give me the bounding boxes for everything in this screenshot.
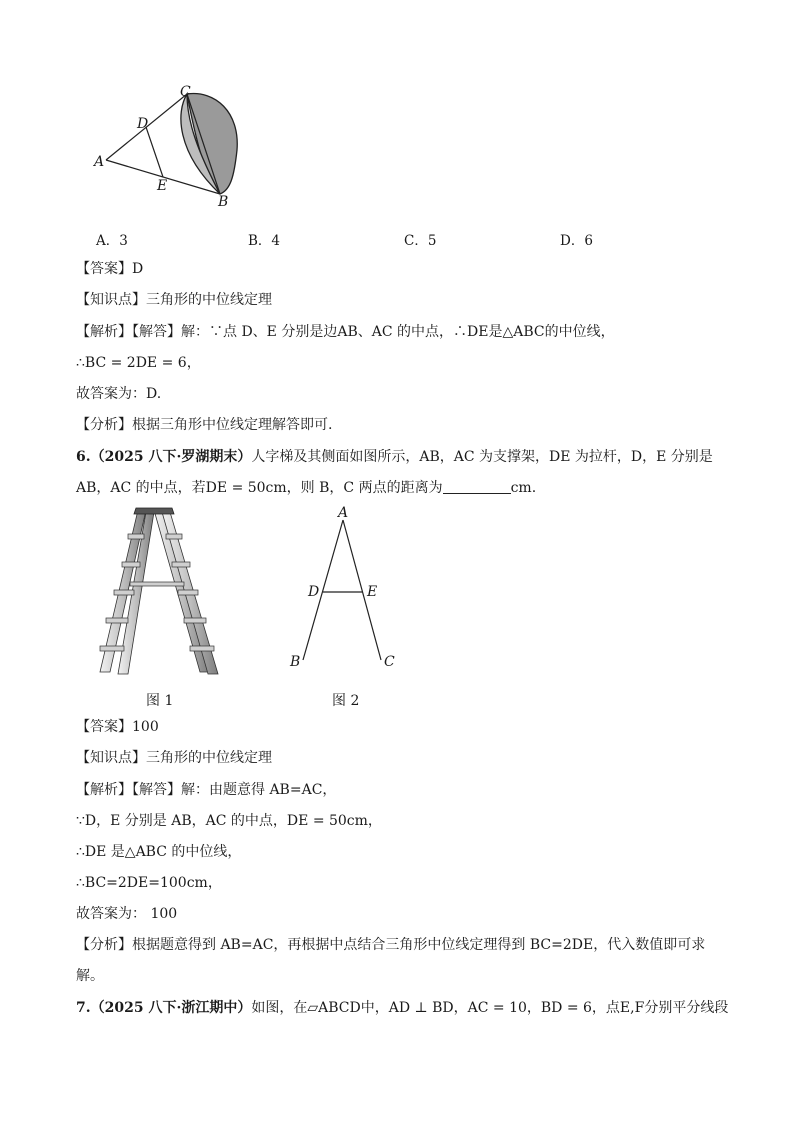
q6-label-c: C xyxy=(384,654,395,670)
knowledge-text: 三角形的中位线定理 xyxy=(146,292,272,308)
option-value: 5 xyxy=(427,233,437,249)
answer-tag: 【答案】 xyxy=(76,261,132,277)
answer-blank[interactable] xyxy=(443,479,511,494)
q6-label-b: B xyxy=(290,654,301,670)
answer-text: 100 xyxy=(132,719,159,735)
knowledge-text: 三角形的中位线定理 xyxy=(146,750,272,766)
q6-ladder-figure xyxy=(92,504,222,680)
comment-tag: 【分析】 xyxy=(76,417,132,433)
option-value: 6 xyxy=(584,233,593,249)
option-value: 3 xyxy=(119,233,128,249)
comment-text: 根据题意得到 AB=AC，再根据中点结合三角形中位线定理得到 BC=2DE，代入数值即可求 xyxy=(132,937,706,953)
knowledge-tag: 【知识点】 xyxy=(76,292,146,308)
q5-figure xyxy=(90,82,250,212)
q6-label-d: D xyxy=(308,584,320,600)
q6-analysis-line2: ∵D，E 分别是 AB，AC 的中点，DE = 50cm， xyxy=(76,813,382,829)
q5-label-d: D xyxy=(137,116,149,132)
option-letter: D． xyxy=(560,233,585,249)
q6-source: （2025 八下·罗湖期末） xyxy=(90,449,252,465)
q6-caption-fig2: 图 2 xyxy=(332,693,360,709)
option-letter: C． xyxy=(404,233,428,249)
q6-analysis-line5: 故答案为： 100 xyxy=(76,906,178,922)
q5-comment xyxy=(76,415,332,435)
q5-option-c[interactable] xyxy=(404,229,436,249)
option-value: 4 xyxy=(271,233,281,249)
q7-source: （2025 八下·浙江期中） xyxy=(90,1000,252,1016)
q5-option-b[interactable] xyxy=(248,229,280,249)
q6-stem-line2 xyxy=(76,478,536,498)
knowledge-tag: 【知识点】 xyxy=(76,750,146,766)
analysis-text: 【解答】解：由题意得 AB=AC， xyxy=(132,782,337,798)
q5-analysis-line2: ∴BC = 2DE = 6， xyxy=(76,355,201,371)
q5-option-a[interactable] xyxy=(96,229,128,249)
q6-comment-line1 xyxy=(76,935,705,955)
q6-number: 6. xyxy=(76,449,91,465)
option-letter: B． xyxy=(248,233,272,249)
q5-label-c: C xyxy=(180,84,191,100)
q6-label-e: E xyxy=(367,584,378,600)
q5-label-e: E xyxy=(157,178,168,194)
q6-stem-text: 人字梯及其侧面如图所示，AB，AC 为支撑架，DE 为拉杆，D，E 分别是 xyxy=(251,449,713,465)
q6-stem-text-2a: AB，AC 的中点，若DE = 50cm，则 B，C 两点的距离为 xyxy=(76,480,443,496)
q7-stem xyxy=(76,998,728,1018)
q5-analysis-line1 xyxy=(76,322,615,342)
answer-tag: 【答案】 xyxy=(76,719,132,735)
q5-option-d[interactable] xyxy=(560,229,593,249)
q5-knowledge xyxy=(76,290,272,310)
q6-stem-line1 xyxy=(76,447,713,467)
q7-stem-text: 如图，在▱ABCD中，AD ⊥ BD，AC = 10，BD = 6，点E,F分别平分线段 xyxy=(251,1000,729,1016)
answer-text: D xyxy=(132,261,144,277)
q5-segment-de xyxy=(146,127,163,177)
analysis-text: 【解答】解：∵点 D、E 分别是边AB、AC 的中点，∴DE是△ABC的中位线， xyxy=(132,324,615,340)
q6-caption-fig1: 图 1 xyxy=(146,693,174,709)
q6-analysis-line1 xyxy=(76,780,336,800)
q5-label-b: B xyxy=(218,194,229,210)
q5-analysis-line3: 故答案为：D. xyxy=(76,386,162,402)
q5-answer xyxy=(76,259,143,279)
q6-analysis-line4: ∴BC=2DE=100cm， xyxy=(76,875,222,891)
q6-knowledge xyxy=(76,748,272,768)
q6-label-a: A xyxy=(338,505,349,521)
option-letter: A． xyxy=(96,233,120,249)
q7-number: 7. xyxy=(76,1000,91,1016)
comment-text: 根据三角形中位线定理解答即可. xyxy=(132,417,333,433)
comment-tag: 【分析】 xyxy=(76,937,132,953)
q5-label-a: A xyxy=(94,154,105,170)
q6-comment-line2: 解。 xyxy=(76,968,104,984)
q6-analysis-line3: ∴DE 是△ABC 的中位线， xyxy=(76,844,242,860)
q6-stem-text-2b: cm. xyxy=(510,480,537,496)
analysis-tag: 【解析】 xyxy=(76,782,132,798)
q6-answer xyxy=(76,717,159,737)
analysis-tag: 【解析】 xyxy=(76,324,132,340)
q6-triangle-figure xyxy=(290,504,400,674)
